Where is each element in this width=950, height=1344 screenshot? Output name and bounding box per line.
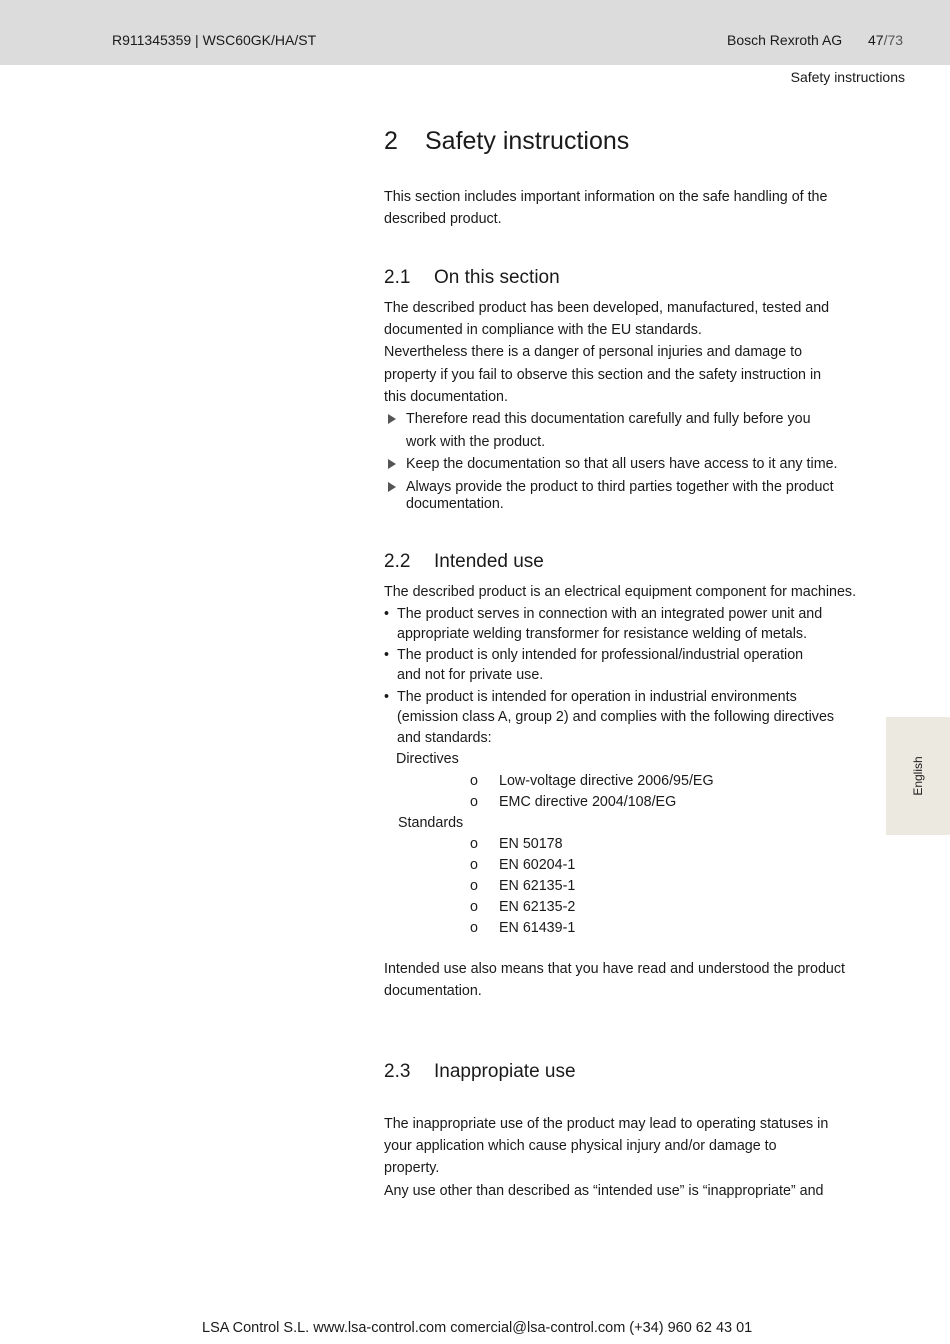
page-total: /73	[883, 32, 904, 48]
chapter-heading	[384, 127, 629, 156]
directives-label: Directives	[396, 751, 459, 767]
list-item-line: (emission class A, group 2) and complies with the following directives	[397, 709, 835, 725]
section-title: Inappropiate use	[434, 1061, 576, 1082]
directive-text: EMC directive 2004/108/EG	[499, 794, 677, 810]
paragraph-line: your application which cause physical injury and/or damage to	[384, 1138, 777, 1154]
directive-text: Low-voltage directive 2006/95/EG	[499, 773, 714, 789]
list-item-line: Therefore read this documentation carefully and fully before you	[406, 411, 811, 427]
section-number: 2.1	[384, 267, 411, 288]
document-id: R911345359 | WSC60GK/HA/ST	[112, 32, 317, 48]
o-bullet: o	[470, 836, 478, 852]
section-number: 2.3	[384, 1061, 411, 1082]
paragraph-line: property if you fail to observe this section and the safety instruction in	[384, 367, 822, 383]
chapter-number: 2	[384, 127, 398, 155]
o-bullet: o	[470, 878, 478, 894]
section-heading-2-3	[384, 1061, 576, 1083]
running-section-title: Safety instructions	[790, 69, 905, 85]
o-bullet: o	[470, 794, 478, 810]
paragraph-line: The described product is an electrical equipment component for machines.	[384, 584, 857, 600]
company-name: Bosch Rexroth AG	[727, 32, 843, 48]
bullet-dot: •	[384, 606, 390, 622]
paragraph-line: Intended use also means that you have read and understood the product	[384, 961, 846, 977]
paragraph-line: The inappropriate use of the product may lead to operating statuses in	[384, 1116, 829, 1132]
list-item-line: Always provide the product to third parties together with the product	[406, 479, 834, 495]
standard-text: EN 61439-1	[499, 920, 576, 936]
o-bullet: o	[470, 899, 478, 915]
list-item-line: Keep the documentation so that all users have access to it any time.	[406, 456, 838, 472]
language-tab	[886, 717, 950, 835]
section-number: 2.2	[384, 551, 411, 572]
bullet-dot: •	[384, 689, 390, 705]
o-bullet: o	[470, 773, 478, 789]
page-number	[868, 32, 903, 48]
standards-label: Standards	[398, 815, 464, 831]
language-tab-label: English	[911, 756, 925, 796]
list-item-line: The product is intended for operation in industrial environments	[397, 689, 797, 705]
section-title: On this section	[434, 267, 560, 288]
triangle-bullet-icon	[388, 482, 396, 492]
o-bullet: o	[470, 920, 478, 936]
paragraph-line: The described product has been developed, manufactured, tested and	[384, 300, 830, 316]
triangle-bullet-icon	[388, 414, 396, 424]
paragraph-line: this documentation.	[384, 389, 508, 405]
page-footer: LSA Control S.L. www.lsa-control.com comercial@lsa-control.com (+34) 960 62 43 01	[202, 1320, 753, 1336]
standard-text: EN 62135-2	[499, 899, 576, 915]
triangle-bullet-icon	[388, 459, 396, 469]
section-heading-2-1	[384, 267, 560, 289]
standard-text: EN 60204-1	[499, 857, 576, 873]
list-item-line: The product is only intended for professional/industrial operation	[397, 647, 804, 663]
paragraph-line: Nevertheless there is a danger of personal injuries and damage to	[384, 344, 803, 360]
standard-text: EN 62135-1	[499, 878, 576, 894]
section-heading-2-2	[384, 551, 544, 573]
paragraph-line: documentation.	[384, 983, 482, 999]
page-header	[0, 0, 950, 65]
list-item-line: and not for private use.	[397, 667, 544, 683]
section-title: Intended use	[434, 551, 544, 572]
bullet-dot: •	[384, 647, 390, 663]
standard-text: EN 50178	[499, 836, 563, 852]
chapter-intro-line: This section includes important information on the safe handling of the	[384, 189, 828, 205]
list-item-line: documentation.	[406, 496, 504, 512]
chapter-title: Safety instructions	[425, 127, 630, 155]
list-item-line: work with the product.	[406, 434, 546, 450]
o-bullet: o	[470, 857, 478, 873]
list-item-line: appropriate welding transformer for resistance welding of metals.	[397, 626, 808, 642]
page-current: 47	[868, 32, 884, 48]
paragraph-line: Any use other than described as “intended use” is “inappropriate” and	[384, 1183, 824, 1199]
paragraph-line: property.	[384, 1160, 440, 1176]
paragraph-line: documented in compliance with the EU standards.	[384, 322, 702, 338]
chapter-intro-line: described product.	[384, 211, 502, 227]
list-item-line: The product serves in connection with an integrated power unit and	[397, 606, 823, 622]
list-item-line: and standards:	[397, 730, 492, 746]
